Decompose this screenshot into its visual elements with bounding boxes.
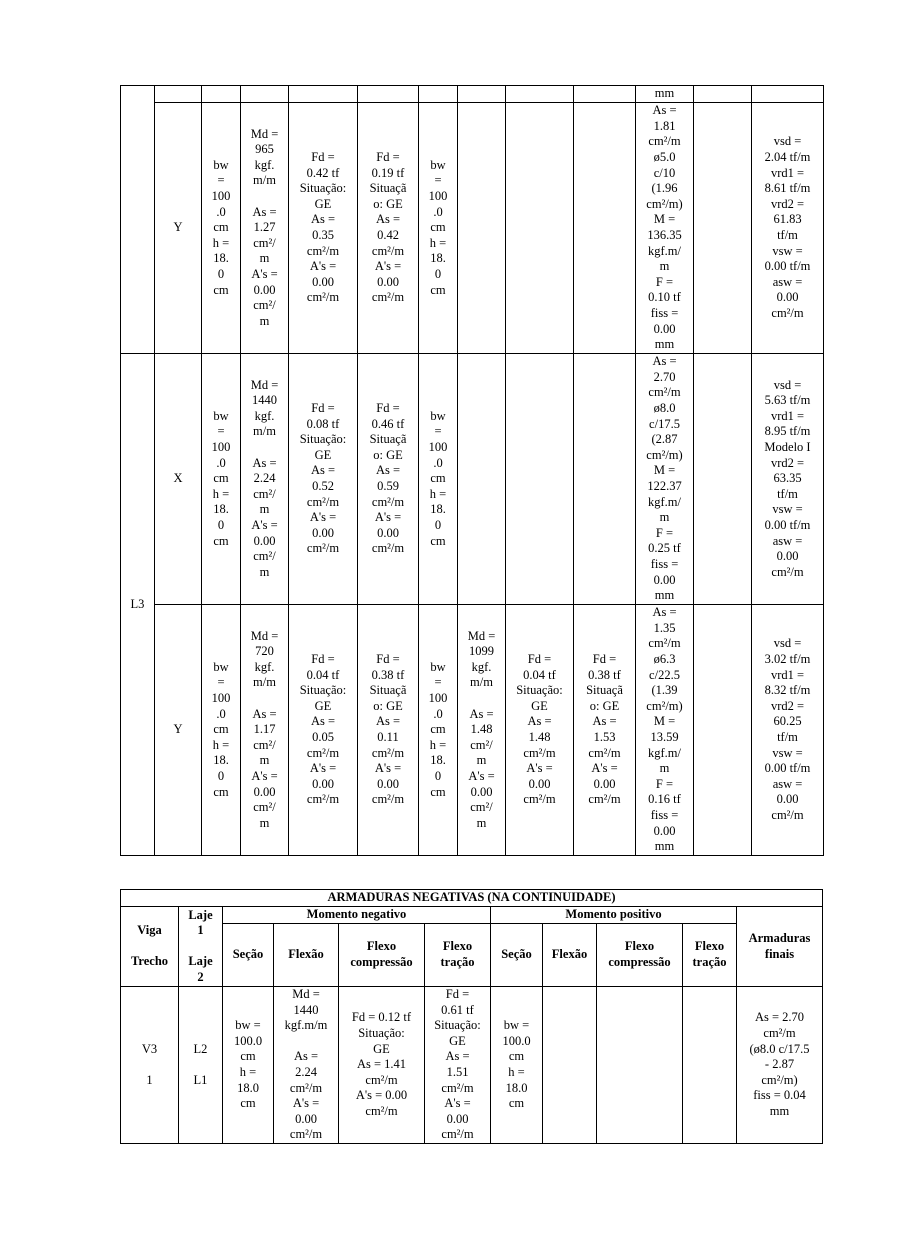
table-cell (752, 86, 824, 103)
table-cell: mm (636, 86, 694, 103)
viga-cell: V3 1 (121, 987, 179, 1144)
header-flexo-tracao: Flexo tração (425, 924, 491, 987)
flexo-compression-cell: Fd = 0.42 tf Situação: GE As = 0.35 cm²/m A's = 0.00 cm²/m (289, 103, 358, 354)
header-flexo-compressao: Flexo compressão (597, 924, 683, 987)
flexo-compression-cell: Fd = 0.04 tf Situação: GE As = 1.48 cm²/m A's = 0.00 cm²/m (506, 605, 574, 856)
direction-cell: Y (155, 103, 202, 354)
flexure-cell: Md = 1099 kgf. m/m As = 1.48 cm²/ m A's = 0.00 cm²/ m (458, 605, 506, 856)
table-cell (458, 86, 506, 103)
section-cell: bw = 100 .0 cm h = 18. 0 cm (419, 354, 458, 605)
section-cell: bw = 100 .0 cm h = 18. 0 cm (419, 605, 458, 856)
flexo-tension-cell: Fd = 0.46 tf Situaçã o: GE As = 0.59 cm²/m A's = 0.00 cm²/m (358, 354, 419, 605)
header-secao: Seção (223, 924, 274, 987)
table-cell (694, 103, 752, 354)
section-cell: bw = 100 .0 cm h = 18. 0 cm (419, 103, 458, 354)
direction-cell: X (155, 354, 202, 605)
table-row (121, 605, 824, 856)
slab-results-table (120, 85, 824, 856)
flexo-tension-cell: Fd = 0.38 tf Situaçã o: GE As = 0.11 cm²/m A's = 0.00 cm²/m (358, 605, 419, 856)
table-cell (155, 86, 202, 103)
flexo-tension-cell: Fd = 0.19 tf Situaçã o: GE As = 0.42 cm²/m A's = 0.00 cm²/m (358, 103, 419, 354)
flexure-cell (458, 103, 506, 354)
laje-cell: L2 L1 (179, 987, 223, 1144)
flexo-compression-cell: Fd = 0.04 tf Situação: GE As = 0.05 cm²/m A's = 0.00 cm²/m (289, 605, 358, 856)
header-laje: Laje 1 Laje 2 (179, 907, 223, 987)
table-row (121, 987, 823, 1144)
slab-label-cell: L3 (121, 354, 155, 856)
table-cell (694, 86, 752, 103)
table-cell (574, 86, 636, 103)
table-title-row (121, 890, 823, 907)
negative-reinforcement-table (120, 889, 823, 1144)
header-flexao: Flexão (274, 924, 339, 987)
flexo-compression-cell: Fd = 0.08 tf Situação: GE As = 0.52 cm²/m A's = 0.00 cm²/m (289, 354, 358, 605)
pos-flexo-compressao-cell (597, 987, 683, 1144)
table-row (121, 354, 824, 605)
table-cell (202, 86, 241, 103)
flexo-tension-cell (574, 354, 636, 605)
header-momento-negativo: Momento negativo (223, 907, 491, 924)
section-cell: bw = 100 .0 cm h = 18. 0 cm (202, 103, 241, 354)
armaduras-finais-cell: As = 2.70 cm²/m (ø8.0 c/17.5 - 2.87 cm²/m) fiss = 0.04 mm (737, 987, 823, 1144)
pos-flexao-cell (543, 987, 597, 1144)
header-armaduras-finais: Armaduras finais (737, 907, 823, 987)
flexure-cell (458, 354, 506, 605)
table-cell (358, 86, 419, 103)
pos-secao-cell: bw = 100.0 cm h = 18.0 cm (491, 987, 543, 1144)
flexure-cell: Md = 1440 kgf. m/m As = 2.24 cm²/ m A's = 0.00 cm²/ m (241, 354, 289, 605)
shear-cell: vsd = 2.04 tf/m vrd1 = 8.61 tf/m vrd2 = 61.83 tf/m vsw = 0.00 tf/m asw = 0.00 cm²/m (752, 103, 824, 354)
final-reinforcement-cell: As = 2.70 cm²/m ø8.0 c/17.5 (2.87 cm²/m) M = 122.37 kgf.m/ m F = 0.25 tf fiss = 0.00 mm (636, 354, 694, 605)
direction-cell: Y (155, 605, 202, 856)
flexure-cell: Md = 720 kgf. m/m As = 1.17 cm²/ m A's = 0.00 cm²/ m (241, 605, 289, 856)
neg-flexo-tracao-cell: Fd = 0.61 tf Situação: GE As = 1.51 cm²/m A's = 0.00 cm²/m (425, 987, 491, 1144)
table-cell (506, 86, 574, 103)
header-flexo-tracao: Flexo tração (683, 924, 737, 987)
header-momento-positivo: Momento positivo (491, 907, 737, 924)
flexo-compression-cell (506, 103, 574, 354)
header-flexo-compressao: Flexo compressão (339, 924, 425, 987)
flexo-compression-cell (506, 354, 574, 605)
section-cell: bw = 100 .0 cm h = 18. 0 cm (202, 354, 241, 605)
table-header-row (121, 907, 823, 924)
shear-cell: vsd = 5.63 tf/m vrd1 = 8.95 tf/m Modelo I vrd2 = 63.35 tf/m vsw = 0.00 tf/m asw = 0.00 cm²/m (752, 354, 824, 605)
table-row (121, 103, 824, 354)
table-cell (694, 605, 752, 856)
table-cell (694, 354, 752, 605)
neg-secao-cell: bw = 100.0 cm h = 18.0 cm (223, 987, 274, 1144)
neg-flexao-cell: Md = 1440 kgf.m/m As = 2.24 cm²/m A's = 0.00 cm²/m (274, 987, 339, 1144)
table-cell (241, 86, 289, 103)
flexure-cell: Md = 965 kgf. m/m As = 1.27 cm²/ m A's = 0.00 cm²/ m (241, 103, 289, 354)
table-cell (419, 86, 458, 103)
neg-flexo-compressao-cell: Fd = 0.12 tf Situação: GE As = 1.41 cm²/m A's = 0.00 cm²/m (339, 987, 425, 1144)
table-cell (289, 86, 358, 103)
final-reinforcement-cell: As = 1.81 cm²/m ø5.0 c/10 (1.96 cm²/m) M = 136.35 kgf.m/ m F = 0.10 tf fiss = 0.00 mm (636, 103, 694, 354)
flexo-tension-cell: Fd = 0.38 tf Situaçã o: GE As = 1.53 cm²/m A's = 0.00 cm²/m (574, 605, 636, 856)
header-viga: Viga Trecho (121, 907, 179, 987)
shear-cell: vsd = 3.02 tf/m vrd1 = 8.32 tf/m vrd2 = 60.25 tf/m vsw = 0.00 tf/m asw = 0.00 cm²/m (752, 605, 824, 856)
pos-flexo-tracao-cell (683, 987, 737, 1144)
header-flexao: Flexão (543, 924, 597, 987)
final-reinforcement-cell: As = 1.35 cm²/m ø6.3 c/22.5 (1.39 cm²/m) M = 13.59 kgf.m/ m F = 0.16 tf fiss = 0.00 mm (636, 605, 694, 856)
table-title: ARMADURAS NEGATIVAS (NA CONTINUIDADE) (121, 890, 823, 907)
flexo-tension-cell (574, 103, 636, 354)
table-header-row (121, 924, 823, 987)
header-secao: Seção (491, 924, 543, 987)
table-row (121, 86, 824, 103)
table-cell (121, 86, 155, 354)
section-cell: bw = 100 .0 cm h = 18. 0 cm (202, 605, 241, 856)
